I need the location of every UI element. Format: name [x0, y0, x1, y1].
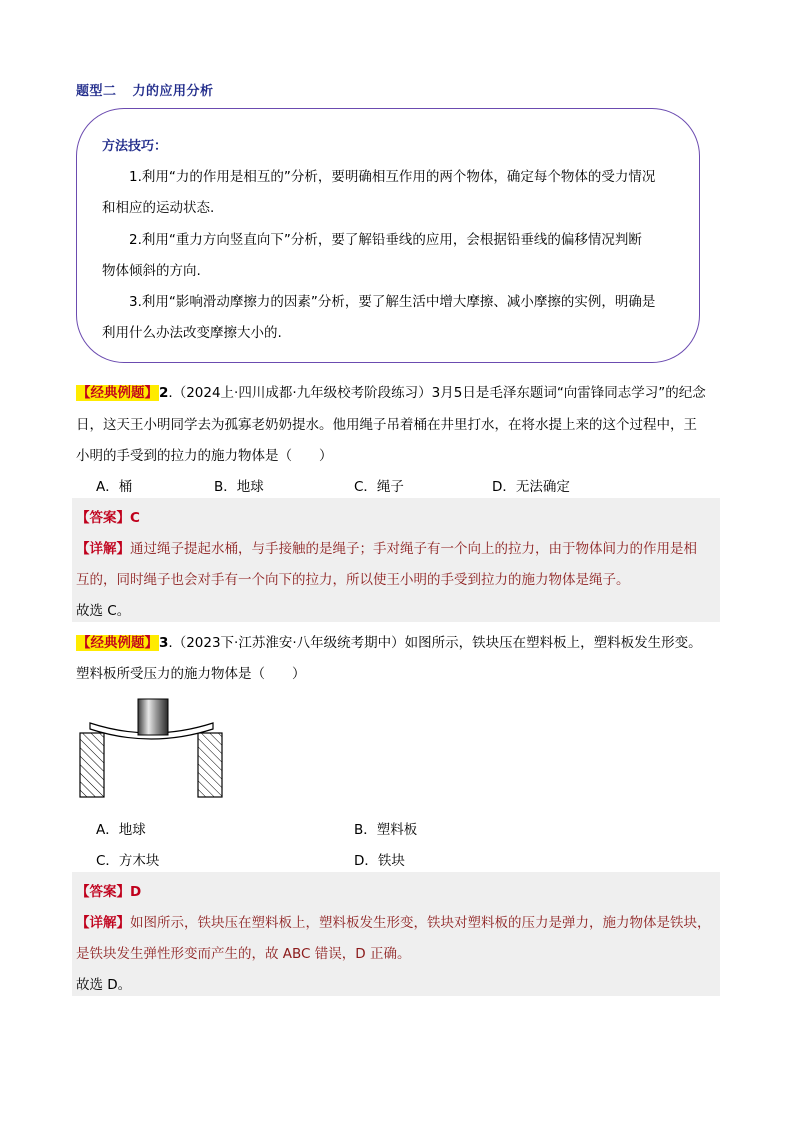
- q2-conclusion: 故选 C。: [76, 603, 131, 619]
- q3-detail-1: [76, 911, 711, 931]
- q3-line-2: 塑料板所受压力的施力物体是（ ）: [76, 666, 306, 682]
- q3-option-c: C．方木块: [96, 853, 160, 869]
- q3-option-b: B．塑料板: [354, 822, 418, 838]
- method-line-6: 利用什么办法改变摩擦大小的.: [102, 325, 282, 341]
- section-title: [76, 80, 230, 99]
- method-line-3: 2.利用“重力方向竖直向下”分析，要了解铅垂线的应用，会根据铅垂线的偏移情况判断: [129, 232, 642, 248]
- q3-num: 3: [159, 635, 169, 651]
- method-line-2: 和相应的运动状态.: [102, 200, 215, 216]
- q2-option-b: B．地球: [214, 479, 264, 495]
- q2-answer: [76, 506, 140, 526]
- q3-detail-text-1: 如图所示，铁块压在塑料板上，塑料板发生形变，铁块对塑料板的压力是弹力，施力物体是铁块，: [130, 915, 711, 931]
- q3-text-1: .（2023下·江苏淮安·八年级统考期中）如图所示，铁块压在塑料板上，塑料板发生形变。: [168, 635, 702, 651]
- figure-iron-block-on-plastic-board: [76, 693, 231, 803]
- q3-conclusion: 故选 D。: [76, 977, 132, 993]
- q3-tag: 【经典例题】: [77, 635, 158, 651]
- q3-detail-label: 【详解】: [76, 915, 130, 931]
- q2-line-1: [76, 381, 706, 401]
- q2-num: 2: [159, 385, 169, 401]
- q3-line-1: [76, 631, 702, 651]
- q2-tag: 【经典例题】: [77, 385, 158, 401]
- q2-answer-label: 【答案】: [76, 510, 130, 526]
- right-support: [198, 733, 222, 797]
- q2-answer-block: [72, 498, 720, 622]
- q2-option-d: D．无法确定: [492, 479, 570, 495]
- method-line-4: 物体倾斜的方向.: [102, 263, 201, 279]
- q2-detail-label: 【详解】: [76, 541, 130, 557]
- iron-block: [138, 699, 168, 735]
- q3-detail-2: 是铁块发生弹性形变而产生的，故 ABC 错误，D 正确。: [76, 946, 411, 962]
- q3-option-d: D．铁块: [354, 853, 405, 869]
- q3-answer: [76, 880, 141, 900]
- section-title-a: 题型二: [76, 84, 117, 99]
- q3-answer-block: [72, 872, 720, 996]
- method-title: 方法技巧：: [102, 139, 168, 154]
- left-support: [80, 733, 104, 797]
- q2-answer-value: C: [130, 510, 140, 526]
- method-line-1: 1.利用“力的作用是相互的”分析，要明确相互作用的两个物体，确定每个物体的受力情况: [129, 169, 656, 185]
- q2-line-2: 日，这天王小明同学去为孤寡老奶奶提水。他用绳子吊着桶在井里打水，在将水提上来的这个过程中，王: [76, 417, 697, 433]
- q2-detail-1: [76, 537, 697, 557]
- q2-option-a: A．桶: [96, 479, 133, 495]
- q2-option-c: C．绳子: [354, 479, 404, 495]
- q3-option-a: A．地球: [96, 822, 146, 838]
- q3-answer-value: D: [130, 884, 142, 900]
- q3-answer-label: 【答案】: [76, 884, 130, 900]
- q2-line-3: 小明的手受到的拉力的施力物体是（ ）: [76, 448, 333, 464]
- q2-detail-text-1: 通过绳子提起水桶，与手接触的是绳子；手对绳子有一个向上的拉力，由于物体间力的作用是相: [130, 541, 697, 557]
- section-title-b: 力的应用分析: [132, 84, 214, 99]
- q2-text-1: .（2024上·四川成都·九年级校考阶段练习）3月5日是毛泽东题词“向雷锋同志学习”的纪念: [168, 385, 706, 401]
- method-line-5: 3.利用“影响滑动摩擦力的因素”分析，要了解生活中增大摩擦、减小摩擦的实例，明确是: [129, 294, 656, 310]
- q2-detail-2: 互的，同时绳子也会对手有一个向下的拉力，所以使王小明的手受到拉力的施力物体是绳子。: [76, 572, 630, 588]
